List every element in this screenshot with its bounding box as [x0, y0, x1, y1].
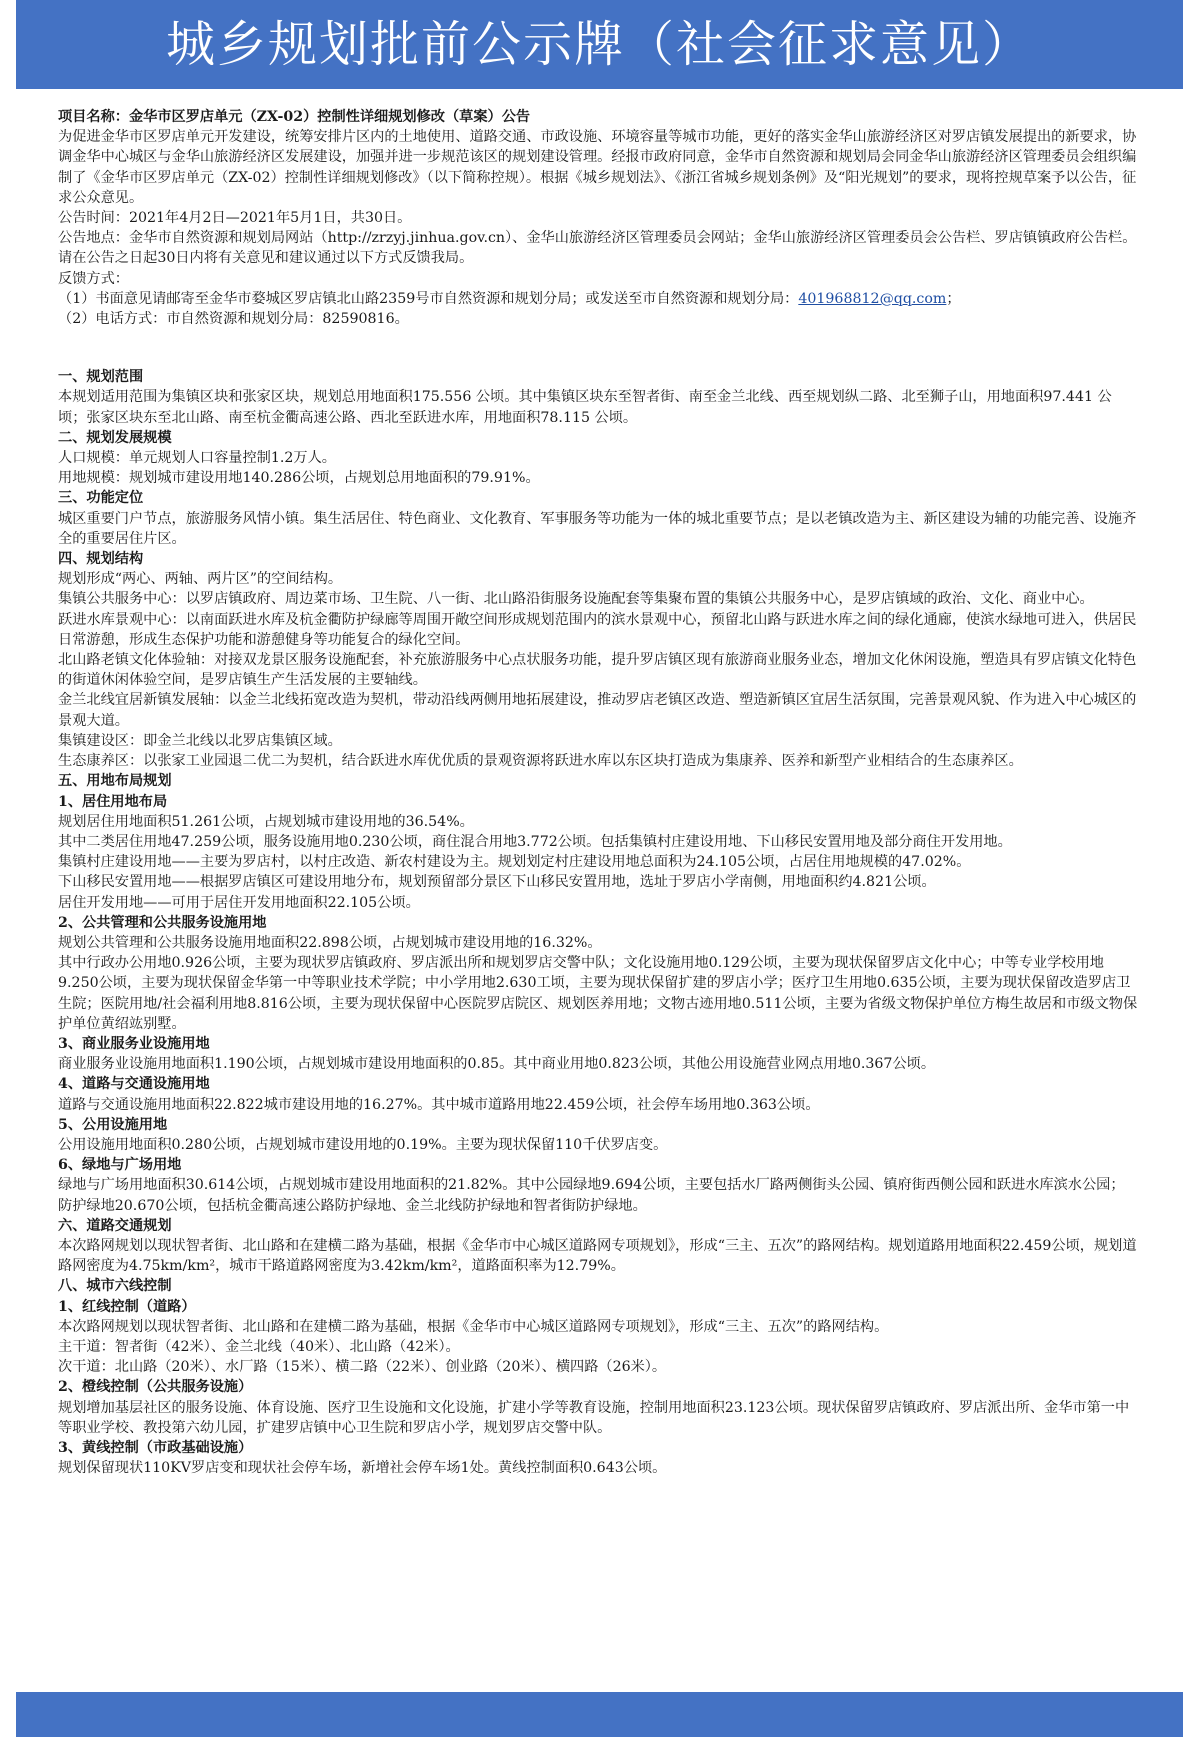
section-paragraph: 次干道：北山路（20米）、水厂路（15米）、横二路（22米）、创业路（20米）、横四路（26米）。	[58, 1359, 667, 1376]
section-paragraph: 规划形成“两心、两轴、两片区”的空间结构。	[58, 571, 343, 588]
section-paragraph: 本规划适用范围为集镇区块和张家区块，规划总用地面积175.556 公顷。其中集镇区块东至智者街、南至金兰北线、西至规划纵二路、北至狮子山，用地面积97.441 公顷；张家区块东至北山路、南至杭金衢高速公路、西北至跃进水库，用地面积78.115 公顷。	[58, 389, 1112, 426]
section-paragraph: 规划保留现状110KV罗店变和现状社会停车场，新增社会停车场1处。黄线控制面积0.643公顷。	[58, 1460, 667, 1477]
section-paragraph: 本次路网规划以现状智者街、北山路和在建横二路为基础，根据《金华市中心城区道路网专项规划》，形成“三主、五次”的路网结构。规划道路用地面积22.459公顷，规划道路网密度为4.75km/km²，城市干路道路网密度为3.42km/km²，道路面积率为12.79%。	[58, 1237, 1137, 1275]
section-paragraph: 居住开发用地——可用于居住开发用地面积22.105公顷。	[58, 894, 420, 911]
section-paragraph: 城区重要门户节点，旅游服务风情小镇。集生活居住、特色商业、文化教育、军事服务等功能为一体的城北重要节点；是以老镇改造为主、新区建设为辅的功能完善、设施齐全的重要居住片区。	[58, 510, 1137, 547]
subsection-heading: 2、橙线控制（公共服务设施）	[58, 1379, 253, 1396]
feedback-email-link[interactable]: 401968812@qq.com	[798, 290, 947, 307]
intro-paragraph: 为促进金华市区罗店单元开发建设，统筹安排片区内的土地使用、道路交通、市政设施、环境容量等城市功能，更好的落实金华山旅游经济区对罗店镇发展提出的新要求，协调金华中心城区与金华山旅游经济区发展建设，加强并进一步规范该区的规划建设管理。经报市政府同意，金华市自然资源和规划局会同金华山旅游经济区管理委员会组织编制了《金华市区罗店单元（ZX-02）控制性详细规划修改》（以下简称控规）。根据《城乡规划法》、《浙江省城乡规划条例》及“阳光规划”的要求，现将控规草案予以公告，征求公众意见。	[58, 129, 1137, 206]
section-heading: 一、规划范围	[58, 369, 144, 386]
section-heading: 五、用地布局规划	[58, 773, 172, 790]
section-paragraph: 跃进水库景观中心：以南面跃进水库及杭金衢防护绿廊等周围开敞空间形成规划范围内的滨水景观中心，预留北山路与跃进水库之间的绿化通廊，使滨水绿地可进入，供居民日常游憩，形成生态保护功能和游憩健身等功能复合的绿化空间。	[58, 611, 1137, 648]
section-paragraph: 规划公共管理和公共服务设施用地面积22.898公顷，占规划城市建设用地的16.32%。	[58, 934, 602, 951]
subsection-heading: 4、道路与交通设施用地	[58, 1076, 210, 1093]
section-paragraph: 集镇建设区：即金兰北线以北罗店集镇区域。	[58, 732, 342, 749]
subsection-heading: 3、黄线控制（市政基础设施）	[58, 1440, 253, 1456]
feedback-mail	[58, 289, 1138, 309]
section-heading: 八、城市六线控制	[58, 1278, 172, 1295]
section-heading: 二、规划发展规模	[58, 429, 172, 446]
section-paragraph: 本次路网规划以现状智者街、北山路和在建横二路为基础，根据《金华市中心城区道路网专项规划》，形成“三主、五次”的路网结构。	[58, 1318, 889, 1335]
section-paragraph: 人口规模：单元规划人口容量控制1.2万人。	[58, 450, 336, 467]
footer-bar	[16, 1692, 1183, 1737]
section-paragraph: 其中行政办公用地0.926公顷，主要为现状罗店镇政府、罗店派出所和规划罗店交警中队；文化设施用地0.129公顷，主要为现状保留罗店文化中心；中等专业学校用地9.250公顷，主要为现状保留金华第一中等职业技术学院；中小学用地2.630工顷，主要为现状保留扩建的罗店小学；医疗卫生用地0.635公顷，主要为现状保留改造罗店卫生院；医院用地/社会福利用地8.816公顷，主要为现状保留中心医院罗店院区、规划医养用地；文物古迹用地0.511公顷，主要为省级文物保护单位方梅生故居和市级文物保护单位黄绍竑别墅。	[58, 955, 1138, 1032]
notice-period: 公告时间：2021年4月2日—2021年5月1日，共30日。	[58, 210, 412, 227]
section-heading: 四、规划结构	[58, 551, 144, 568]
spacer	[58, 329, 1138, 348]
section-paragraph: 金兰北线宜居新镇发展轴：以金兰北线拓宽改造为契机，带动沿线两侧用地拓展建设，推动罗店老镇区改造、塑造新镇区宜居生活氛围，完善景观风貌、作为进入中心城区的景观大道。	[58, 692, 1137, 729]
subsection-heading: 5、公用设施用地	[58, 1116, 168, 1133]
section-heading: 六、道路交通规划	[58, 1217, 172, 1234]
subsection-heading: 6、绿地与广场用地	[58, 1157, 182, 1174]
subsection-heading: 1、红线控制（道路）	[58, 1298, 196, 1315]
section-paragraph: 其中二类居住用地47.259公顷，服务设施用地0.230公顷，商住混合用地3.772公顷。包括集镇村庄建设用地、下山移民安置用地及部分商住开发用地。	[58, 833, 1012, 850]
banner-title: 城乡规划批前公示牌（社会征求意见）	[16, 0, 1183, 89]
section-paragraph: 北山路老镇文化体验轴：对接双龙景区服务设施配套，补充旅游服务中心点状服务功能，提升罗店镇区现有旅游商业服务业态，增加文化休闲设施，塑造具有罗店镇文化特色的街道休闲体验空间，是罗店镇生产生活发展的主要轴线。	[58, 652, 1137, 689]
section-paragraph: 生态康养区：以张家工业园退二优二为契机，结合跃进水库优优质的景观资源将跃进水库以东区块打造成为集康养、医养和新型产业相结合的生态康养区。	[58, 753, 1023, 770]
section-paragraph: 规划增加基层社区的服务设施、体育设施、医疗卫生设施和文化设施，扩建小学等教育设施，控制用地面积23.123公顷。现状保留罗店镇政府、罗店派出所、金华市第一中等职业学校、教投第六幼儿园，扩建罗店镇中心卫生院和罗店小学，规划罗店交警中队。	[58, 1399, 1130, 1436]
subsection-heading: 1、居住用地布局	[58, 793, 168, 810]
project-name: 项目名称：金华市区罗店单元（ZX-02）控制性详细规划修改（草案）公告	[58, 109, 531, 125]
feedback-phone: （2）电话方式：市自然资源和规划分局：82590816。	[58, 311, 409, 328]
section-paragraph: 绿地与广场用地面积30.614公顷，占规划城市建设用地面积的21.82%。其中公园绿地9.694公顷，主要包括水厂路两侧街头公园、镇府街西侧公园和跃进水库滨水公园；防护绿地20.670公顷，包括杭金衢高速公路防护绿地、金兰北线防护绿地和智者街防护绿地。	[58, 1177, 1125, 1214]
plan-sections	[58, 367, 1138, 1478]
subsection-heading: 2、公共管理和公共服务设施用地	[58, 914, 267, 931]
notice-content	[58, 107, 1138, 1478]
feedback-request: 请在公告之日起30日内将有关意见和建议通过以下方式反馈我局。	[58, 250, 474, 267]
section-paragraph: 道路与交通设施用地面积22.822城市建设用地的16.27%。其中城市道路用地22.459公顷，社会停车场用地0.363公顷。	[58, 1096, 820, 1113]
feedback-methods-heading: 反馈方式：	[58, 270, 129, 287]
spacer	[58, 348, 1138, 367]
notice-location: 公告地点：金华市自然资源和规划局网站（http://zrzyj.jinhua.gov.cn）、金华山旅游经济区管理委员会网站；金华山旅游经济区管理委员会公告栏、罗店镇镇政府公告栏。	[58, 230, 1137, 247]
section-paragraph: 规划居住用地面积51.261公顷，占规划城市建设用地的36.54%。	[58, 813, 474, 830]
section-paragraph: 集镇公共服务中心：以罗店镇政府、周边菜市场、卫生院、八一街、北山路沿街服务设施配套等集聚布置的集镇公共服务中心，是罗店镇域的政治、文化、商业中心。	[58, 591, 1094, 608]
section-paragraph: 下山移民安置用地——根据罗店镇区可建设用地分布，规划预留部分景区下山移民安置用地，选址于罗店小学南侧，用地面积约4.821公顷。	[58, 874, 936, 891]
section-heading: 三、功能定位	[58, 490, 144, 507]
section-paragraph: 集镇村庄建设用地——主要为罗店村，以村庄改造、新农村建设为主。规划划定村庄建设用地总面积为24.105公顷，占居住用地规模的47.02%。	[58, 854, 971, 871]
section-paragraph: 用地规模：规划城市建设用地140.286公顷，占规划总用地面积的79.91%。	[58, 470, 540, 487]
subsection-heading: 3、商业服务业设施用地	[58, 1035, 210, 1052]
section-paragraph: 公用设施用地面积0.280公顷，占规划城市建设用地的0.19%。主要为现状保留110千伏罗店变。	[58, 1136, 668, 1153]
feedback-mail-suffix: ；	[946, 290, 961, 307]
section-paragraph: 主干道：智者街（42米）、金兰北线（40米）、北山路（42米）。	[58, 1338, 460, 1355]
feedback-mail-text: （1）书面意见请邮寄至金华市婺城区罗店镇北山路2359号市自然资源和规划分局；或发送至市自然资源和规划分局：	[58, 290, 799, 307]
section-paragraph: 商业服务业设施用地面积1.190公顷，占规划城市建设用地面积的0.85。其中商业用地0.823公顷，其他公用设施营业网点用地0.367公顷。	[58, 1056, 936, 1073]
